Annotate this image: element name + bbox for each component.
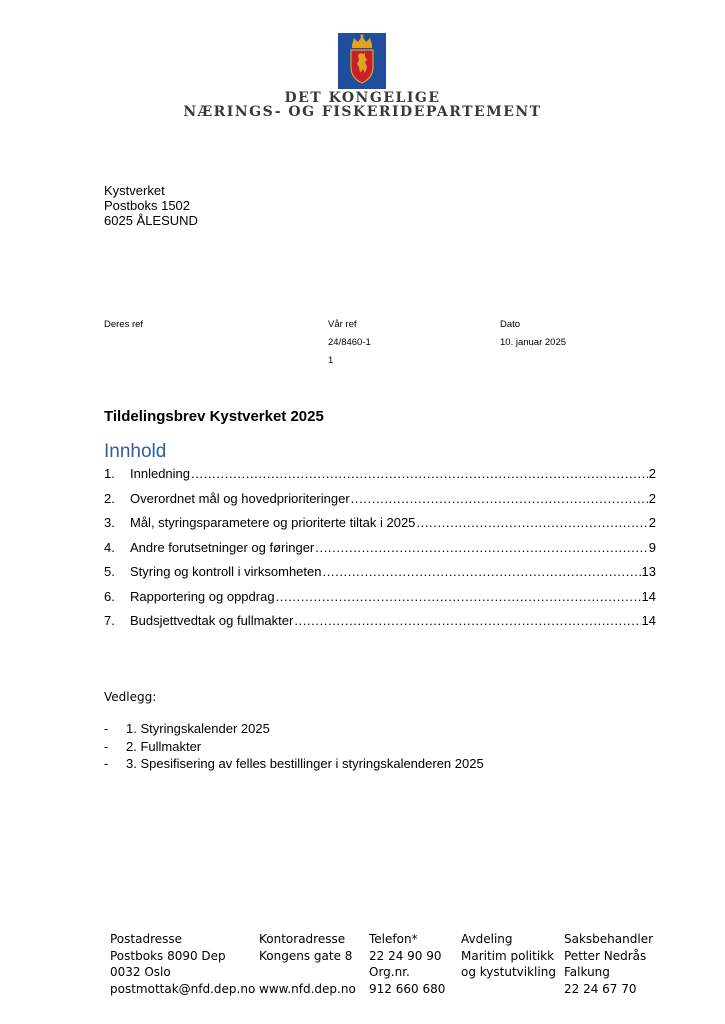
footer-email[interactable]: postmottak@nfd.dep.no <box>110 981 256 996</box>
toc-leader <box>294 613 640 628</box>
attachment-text: 3. Spesifisering av felles bestillinger i styringskalenderen 2025 <box>126 756 484 771</box>
toc-leader <box>191 466 648 481</box>
toc-leader <box>276 589 641 604</box>
toc-heading: Innhold <box>104 441 167 462</box>
date-value: 10. januar 2025 <box>500 337 567 348</box>
footer-line: Postboks 8090 Dep <box>110 948 226 963</box>
toc-number: 6. <box>104 588 115 604</box>
footer-line: 912 660 680 <box>369 981 446 996</box>
footer-line: Maritim politikk <box>461 948 555 963</box>
footer-line: 22 24 90 90 <box>369 948 442 963</box>
var-ref-value-2: 1 <box>328 355 334 366</box>
recipient-name: Kystverket <box>104 183 165 198</box>
toc-leader <box>315 540 647 555</box>
ministry-name-line1: DET KONGELIGE <box>284 90 441 106</box>
toc-title: Overordnet mål og hovedprioriteringer <box>130 490 350 506</box>
toc-page: 14 <box>641 588 656 604</box>
toc-title: Budsjettvedtak og fullmakter <box>130 613 294 628</box>
toc-title: Styring og kontroll i virksomheten <box>130 564 322 579</box>
toc-page: 13 <box>641 564 656 579</box>
toc-entry[interactable] <box>104 491 656 516</box>
attachment-item <box>104 721 484 739</box>
footer-label: Kontoradresse <box>259 932 346 946</box>
footer-label: Saksbehandler <box>564 932 654 946</box>
toc-leader <box>322 564 640 579</box>
toc-leader <box>351 491 648 506</box>
deres-ref-label: Deres ref <box>104 319 144 330</box>
footer-website[interactable]: www.nfd.dep.no <box>259 981 356 996</box>
footer-line: Kongens gate 8 <box>259 948 353 963</box>
toc-title: Rapportering og oppdrag <box>130 588 275 604</box>
toc-entry[interactable] <box>104 613 656 638</box>
coat-of-arms-logo <box>338 33 386 89</box>
var-ref-value: 24/8460-1 <box>328 337 371 348</box>
toc-page: 14 <box>641 613 656 628</box>
toc-page: 2 <box>648 515 656 530</box>
toc-entry[interactable] <box>104 589 656 614</box>
attachment-item <box>104 756 484 774</box>
footer-label: Avdeling <box>461 932 513 946</box>
toc-number: 2. <box>104 490 115 506</box>
attachment-dash: - <box>104 738 109 754</box>
var-ref-label: Vår ref <box>328 319 357 330</box>
footer-line: 22 24 67 70 <box>564 981 637 996</box>
toc-entry[interactable] <box>104 466 656 491</box>
footer-line: Petter Nedrås <box>564 948 647 963</box>
footer-avdeling <box>461 931 556 981</box>
toc-title: Mål, styringsparametere og prioriterte tiltak i 2025 <box>130 515 416 530</box>
toc-title: Andre forutsetninger og føringer <box>130 539 315 555</box>
toc-entry[interactable] <box>104 540 656 565</box>
footer-postadresse <box>110 931 255 997</box>
footer-label: Telefon* <box>369 932 418 946</box>
toc-page: 9 <box>648 539 656 555</box>
attachment-dash: - <box>104 756 109 771</box>
toc-entry[interactable] <box>104 564 656 589</box>
toc-title: Innledning <box>130 466 190 481</box>
footer-line: og kystutvikling <box>461 965 556 979</box>
attachment-item <box>104 739 484 757</box>
toc-entry[interactable] <box>104 515 656 540</box>
toc-number: 5. <box>104 564 115 579</box>
footer-line: Org.nr. <box>369 965 410 979</box>
toc-leader <box>416 515 647 530</box>
toc-number: 7. <box>104 613 115 628</box>
attachment-dash: - <box>104 721 109 736</box>
date-label: Dato <box>500 319 521 330</box>
document-title: Tildelingsbrev Kystverket 2025 <box>104 408 324 425</box>
recipient-postbox: Postboks 1502 <box>104 198 191 213</box>
footer-line: Falkung <box>564 965 610 979</box>
footer-saksbehandler <box>564 931 653 997</box>
toc-number: 1. <box>104 466 115 481</box>
attachment-text: 2. Fullmakter <box>126 738 202 754</box>
toc-number: 3. <box>104 515 115 530</box>
attachments-label: Vedlegg: <box>104 690 157 704</box>
toc-page: 2 <box>648 466 656 481</box>
footer-line: 0032 Oslo <box>110 965 171 979</box>
ministry-name-line2: NÆRINGS- OG FISKERIDEPARTEMENT <box>183 104 542 120</box>
footer-telefon <box>369 931 445 997</box>
toc-page: 2 <box>648 490 656 506</box>
table-of-contents <box>104 466 656 638</box>
toc-number: 4. <box>104 539 115 555</box>
attachments-list <box>104 721 484 774</box>
recipient-address <box>104 183 198 228</box>
attachment-text: 1. Styringskalender 2025 <box>126 721 270 736</box>
recipient-city: 6025 ÅLESUND <box>104 213 198 228</box>
footer-label: Postadresse <box>110 932 183 946</box>
footer-kontoradresse <box>259 931 356 997</box>
